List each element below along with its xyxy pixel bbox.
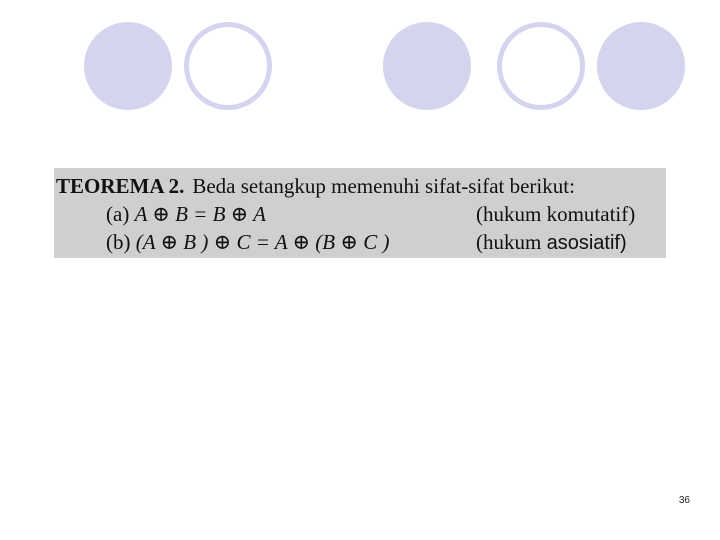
- circle-decoration-ring: [184, 22, 272, 110]
- item-formula: (A ⊕ B ) ⊕ C = A ⊕ (B ⊕ C ): [135, 230, 390, 254]
- theorem-box: [54, 168, 666, 258]
- law-label-suffix: asosiatif): [546, 232, 627, 254]
- circle-decoration-filled: [383, 22, 471, 110]
- page-number: 36: [678, 495, 690, 506]
- item-formula: A ⊕ B = B ⊕ A: [134, 202, 266, 226]
- theorem-heading: [56, 174, 575, 198]
- law-label: (hukum komutatif): [476, 202, 636, 226]
- circle-decoration-filled: [84, 22, 172, 110]
- circle-decoration-filled: [597, 22, 685, 110]
- theorem-law-a: [476, 202, 635, 227]
- item-marker: (a): [106, 202, 130, 226]
- theorem-title: TEOREMA 2.: [56, 174, 185, 198]
- law-label: (hukum: [476, 230, 547, 254]
- item-marker: (b): [106, 230, 131, 254]
- theorem-statement: Beda setangkup memenuhi sifat-sifat berikut:: [192, 174, 575, 198]
- theorem-item-b: [106, 230, 389, 254]
- theorem-law-b: [476, 230, 627, 255]
- theorem-item-a: [106, 202, 266, 226]
- circle-decoration-ring: [497, 22, 585, 110]
- decorative-circles: [0, 0, 720, 120]
